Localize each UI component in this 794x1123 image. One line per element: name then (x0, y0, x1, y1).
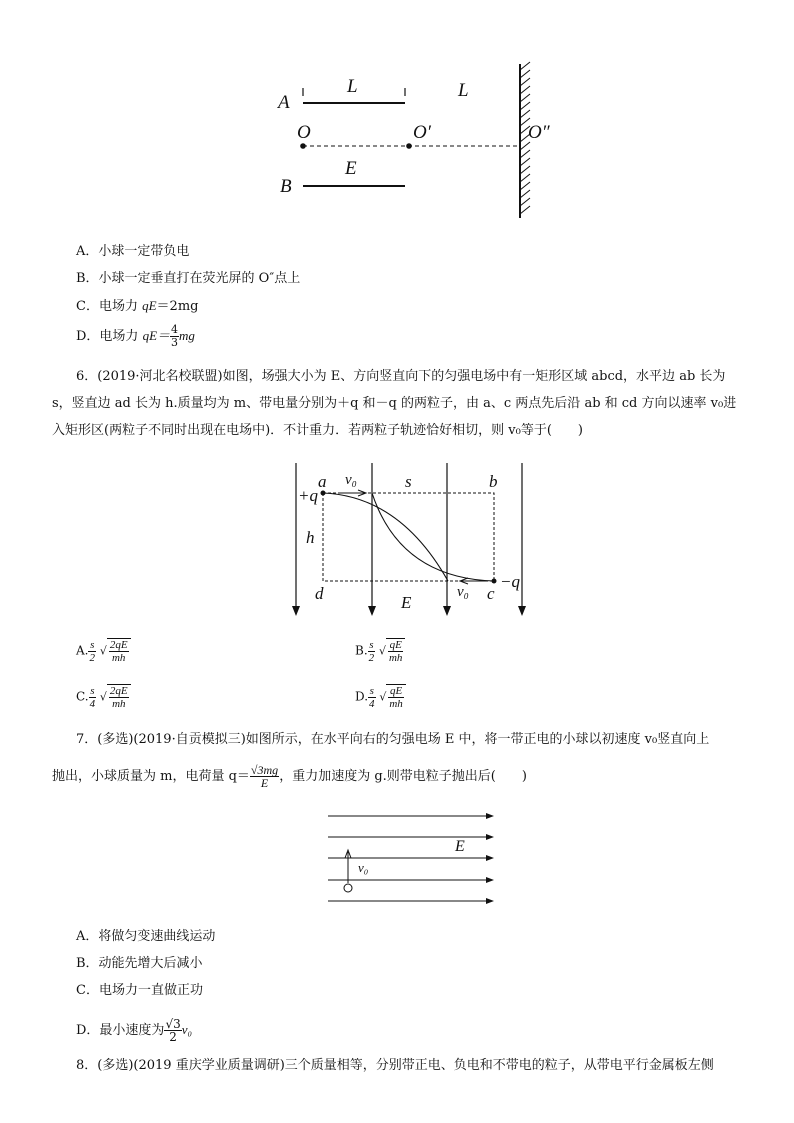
q5-c-prefix: C．电场力 (76, 299, 143, 314)
q7-q-num: √3mg (250, 763, 279, 777)
fig3-label-e: E (455, 838, 465, 855)
q6-a-den: 2 (89, 651, 95, 664)
q5-option-a: A．小球一定带负电 (76, 244, 190, 259)
fig2-label-v0-bottom: v₀ (457, 584, 469, 600)
fig2-label-e: E (401, 593, 412, 612)
q6-b-letter: B. (355, 643, 368, 658)
q6-d-sqrt: √ $\frac{qE}{mh}$ (379, 684, 405, 710)
fig2-label-b: b (489, 472, 498, 491)
q6-a-rad-num: 2qE (109, 639, 128, 651)
q5-option-d (76, 324, 195, 349)
q7-option-a: A．将做匀变速曲线运动 (76, 929, 216, 944)
q6-a-letter: A. (76, 643, 89, 658)
fig2-label-d: d (315, 584, 324, 603)
q7-d-suffix: v₀ (181, 1022, 193, 1037)
fig2-label-v0-top: v₀ (345, 472, 357, 488)
q5-option-b: B．小球一定垂直打在荧光屏的 O″点上 (76, 271, 301, 286)
q6-c-num: s (90, 684, 95, 697)
q6-c-rad-den: mh (112, 698, 126, 710)
q7-q-den: E (260, 776, 269, 790)
q6-c-letter: C. (76, 689, 89, 704)
q6-line-3: 入矩形区(两粒子不同时出现在电场中)．不计重力．若两粒子轨迹恰好相切，则 v₀等于( ) (52, 423, 583, 438)
q5-d-prefix: D．电场力 (76, 329, 143, 344)
q5-c-expr: qE (142, 298, 157, 313)
rect-abcd (323, 493, 494, 581)
ball (344, 884, 352, 892)
q6-line-2: s，竖直边 ad 长为 h.质量均为 m、带电量分别为＋q 和－q 的两粒子，由 a、c 两点先后沿 ab 和 cd 方向以速率 v₀进 (52, 396, 737, 411)
fig2-label-plus-q: +q (298, 486, 318, 505)
label-o-double-prime: O″ (528, 122, 550, 143)
q6-option-a (76, 638, 131, 664)
q6-a-rad-den: mh (111, 652, 126, 664)
q7-line-1: 7．(多选)(2019·自贡模拟三)如图所示，在水平向右的匀强电场 E 中，将一带正电的小球以初速度 v₀竖直向上 (76, 732, 710, 747)
label-l-gap: L (458, 80, 469, 101)
fig3-label-v0: v₀ (358, 860, 369, 875)
fig2-label-s: s (405, 472, 412, 491)
q5-c-suffix: ＝2mg (156, 299, 199, 314)
q7-line-2a: 抛出，小球质量为 m，电荷量 q＝ (52, 769, 250, 784)
q7-d-prefix: D．最小速度为 (76, 1023, 165, 1038)
label-e: E (345, 158, 357, 179)
q5-d-den: 3 (171, 336, 179, 349)
q6-d-letter: D. (355, 689, 369, 704)
label-b: B (280, 176, 292, 197)
q7-option-c: C．电场力一直做正功 (76, 983, 203, 998)
q7-line-2 (52, 763, 527, 790)
fig2-label-c: c (487, 584, 495, 603)
q8-line-1: 8．(多选)(2019 重庆学业质量调研)三个质量相等，分别带正电、负电和不带电的粒子，从带电平行金属板左侧 (76, 1058, 714, 1073)
label-a: A (278, 92, 290, 113)
q5-d-suffix: mg (179, 328, 195, 343)
q6-c-den: 4 (89, 697, 96, 710)
q6-a-sqrt: √ $\frac{2qE}{mh}$ (100, 638, 131, 664)
trajectory-positive (323, 493, 448, 581)
q7-line-2b: ，重力加速度为 g.则带电粒子抛出后( ) (279, 769, 527, 784)
q6-d-den: 4 (369, 697, 375, 710)
label-l-plate: L (347, 76, 358, 97)
q5-d-num: 4 (171, 323, 179, 336)
q7-option-d (76, 1018, 192, 1043)
q6-b-rad-den: mh (388, 652, 403, 664)
q6-c-rad-num: 2qE (109, 685, 128, 697)
q6-d-num: s (369, 684, 374, 697)
q6-option-c (76, 684, 131, 710)
trajectory-negative (372, 493, 494, 581)
q6-option-b (355, 638, 405, 664)
fig2-label-minus-q: −q (500, 572, 520, 591)
q6-d-rad-num: qE (389, 685, 403, 697)
q6-option-d (355, 684, 406, 710)
label-o-prime: O′ (413, 122, 431, 143)
fig2-label-a: a (318, 472, 327, 491)
q6-line-1: 6．(2019·河北名校联盟)如图，场强大小为 E、方向竖直向下的匀强电场中有一矩形区域 abcd，水平边 ab 长为 (76, 369, 726, 384)
particle-negative (492, 579, 497, 584)
q6-b-sqrt: √ $\frac{qE}{mh}$ (379, 638, 405, 664)
q5-option-c (76, 297, 198, 316)
q6-b-rad-num: qE (389, 639, 402, 651)
figure-3 (328, 813, 494, 904)
fig2-label-h: h (306, 528, 315, 547)
q7-d-num: √3 (165, 1017, 181, 1031)
q6-b-num: s (369, 638, 374, 651)
q7-option-b: B．动能先增大后减小 (76, 956, 203, 971)
point-o (300, 143, 306, 149)
q6-d-rad-den: mh (389, 698, 403, 710)
q6-c-sqrt: √ $\frac{2qE}{mh}$ (100, 684, 131, 710)
q6-a-num: s (90, 638, 95, 651)
label-o: O (297, 122, 311, 143)
q6-b-den: 2 (368, 651, 375, 664)
point-o-prime (406, 143, 412, 149)
q5-d-expr: qE＝ (142, 328, 171, 343)
q7-d-den: 2 (169, 1030, 177, 1044)
q5-d-fraction (170, 324, 179, 349)
